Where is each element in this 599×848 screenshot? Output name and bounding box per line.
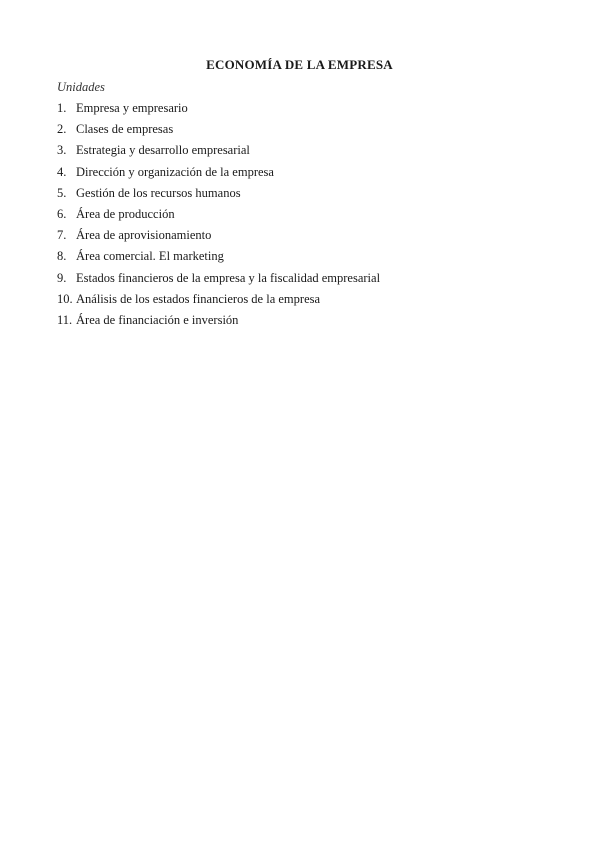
unit-label: Dirección y organización de la empresa: [76, 164, 274, 179]
list-item: [57, 185, 380, 206]
unit-label: Área de financiación e inversión: [76, 312, 239, 327]
unit-number: 11.: [57, 312, 73, 327]
unit-label: Estados financieros de la empresa y la fiscalidad empresarial: [76, 270, 381, 285]
list-item: [57, 142, 380, 163]
units-list: [57, 100, 380, 333]
unit-label: Clases de empresas: [76, 122, 174, 137]
unit-label: Análisis de los estados financieros de la empresa: [76, 291, 321, 306]
list-item: [57, 227, 380, 248]
list-item: [57, 121, 380, 142]
unit-number: 7.: [57, 228, 67, 243]
unit-label: Gestión de los recursos humanos: [76, 185, 241, 200]
unit-label: Empresa y empresario: [76, 101, 188, 115]
unit-number: 3.: [57, 143, 67, 158]
unit-number: 6.: [57, 206, 67, 221]
unit-label: Área comercial. El marketing: [76, 249, 224, 264]
unit-number: 1.: [57, 101, 67, 115]
list-item: [57, 164, 380, 185]
list-item: [57, 270, 380, 291]
list-item: [57, 291, 380, 312]
unit-number: 4.: [57, 164, 67, 179]
list-item: [57, 206, 380, 227]
unit-number: 8.: [57, 249, 67, 264]
unit-number: 10.: [57, 291, 73, 306]
list-item: [57, 248, 380, 269]
list-item: [57, 100, 380, 121]
unit-label: Área de aprovisionamiento: [76, 228, 212, 243]
unit-number: 2.: [57, 122, 67, 137]
section-subtitle: Unidades: [57, 80, 105, 94]
unit-label: Estrategia y desarrollo empresarial: [76, 143, 250, 158]
page-title: ECONOMÍA DE LA EMPRESA: [206, 57, 393, 72]
unit-number: 5.: [57, 185, 67, 200]
list-item: [57, 312, 380, 333]
unit-number: 9.: [57, 270, 67, 285]
unit-label: Área de producción: [76, 206, 175, 221]
